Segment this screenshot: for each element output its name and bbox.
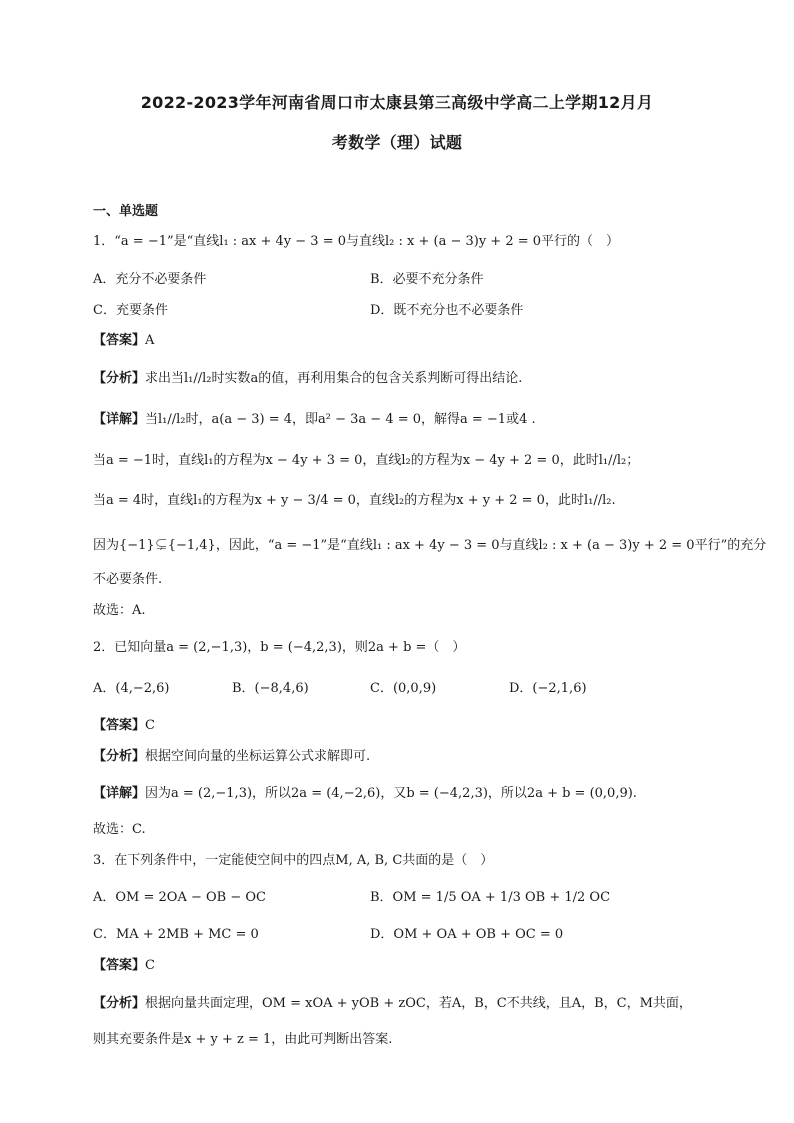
q2-stem: 2．已知向量a = (2,−1,3)，b = (−4,2,3)，则2a + b =（ ） [93, 640, 466, 655]
exam-title-line-2: 考数学（理）试题 [331, 133, 463, 152]
q1-detail-1 [93, 412, 713, 428]
q2-option-d: D．(−2,1,6) [509, 681, 587, 696]
q3-answer-value: C [145, 958, 155, 973]
exam-title-line-1: 2022-2023学年河南省周口市太康县第三高级中学高二上学期12月月 [140, 93, 654, 112]
q1-detail-4: 因为{−1}⊊{−1,4}，因此，“a = −1”是“直线l₁ : ax + 4y − 3 = 0与直线l₂ : x + (a − 3)y + 2 = 0平行”的充分 [93, 538, 767, 553]
q1-analysis-text: 求出当l₁//l₂时实数a的值，再利用集合的包含关系判断可得出结论. [145, 371, 523, 386]
answer-tag: 【答案】 [93, 958, 146, 973]
detail-tag: 【详解】 [93, 786, 146, 801]
q2-option-a: A．(4,−2,6) [93, 681, 170, 696]
q2-detail-1 [93, 786, 713, 802]
q2-option-c: C．(0,0,9) [370, 681, 437, 696]
q2-detail-text-1: 因为a = (2,−1,3)，所以2a = (4,−2,6)，又b = (−4,2,3)，所以2a + b = (0,0,9). [145, 786, 637, 801]
analysis-tag: 【分析】 [93, 371, 146, 386]
q3-option-c: C．MA + 2MB + MC = 0 [93, 927, 259, 942]
q1-option-c: C．充要条件 [93, 303, 168, 318]
q1-answer [93, 333, 713, 349]
analysis-tag: 【分析】 [93, 749, 146, 764]
q1-detail-3: 当a = 4时，直线l₁的方程为x + y − 3/4 = 0，直线l₂的方程为x + y + 2 = 0，此时l₁//l₂. [93, 493, 616, 508]
q1-detail-5: 不必要条件. [93, 572, 163, 587]
q2-answer [93, 718, 713, 734]
q2-answer-value: C [145, 718, 155, 733]
q3-option-b: B．OM = 1/5 OA + 1/3 OB + 1/2 OC [370, 890, 611, 905]
detail-tag: 【详解】 [93, 412, 146, 427]
q3-answer [93, 958, 713, 974]
q2-choose: 故选：C. [93, 822, 146, 837]
q1-detail-text-1: 当l₁//l₂时，a(a − 3) = 4，即a² − 3a − 4 = 0，解得a = −1或4 . [145, 412, 536, 427]
q3-stem: 3．在下列条件中，一定能使空间中的四点M, A, B, C共面的是（ ） [93, 853, 494, 868]
q1-analysis [93, 371, 713, 387]
q3-option-d: D．OM + OA + OB + OC = 0 [370, 927, 564, 942]
answer-tag: 【答案】 [93, 333, 146, 348]
q3-analysis-2: 则其充要条件是x + y + z = 1，由此可判断出答案. [93, 1032, 393, 1047]
q2-analysis [93, 749, 713, 765]
section-heading: 一、单选题 [93, 204, 159, 219]
q1-stem: 1．“a = −1”是“直线l₁ : ax + 4y − 3 = 0与直线l₂ : x + (a − 3)y + 2 = 0平行的（ ） [93, 234, 620, 249]
answer-tag: 【答案】 [93, 718, 146, 733]
q1-option-b: B．必要不充分条件 [370, 272, 484, 287]
q1-detail-2: 当a = −1时，直线l₁的方程为x − 4y + 3 = 0，直线l₂的方程为x − 4y + 2 = 0，此时l₁//l₂； [93, 453, 640, 468]
q1-option-d: D．既不充分也不必要条件 [370, 303, 524, 318]
q3-analysis-text-1: 根据向量共面定理，OM = xOA + yOB + zOC，若A，B，C不共线，且A，B，C，M共面， [145, 996, 692, 1011]
q3-option-a: A．OM = 2OA − OB − OC [93, 890, 266, 905]
q2-analysis-text: 根据空间向量的坐标运算公式求解即可. [145, 749, 371, 764]
q3-analysis-1 [93, 996, 713, 1012]
q2-option-b: B．(−8,4,6) [232, 681, 309, 696]
analysis-tag: 【分析】 [93, 996, 146, 1011]
q1-answer-value: A [145, 333, 155, 348]
q1-choose: 故选：A. [93, 603, 146, 618]
q1-option-a: A．充分不必要条件 [93, 272, 207, 287]
